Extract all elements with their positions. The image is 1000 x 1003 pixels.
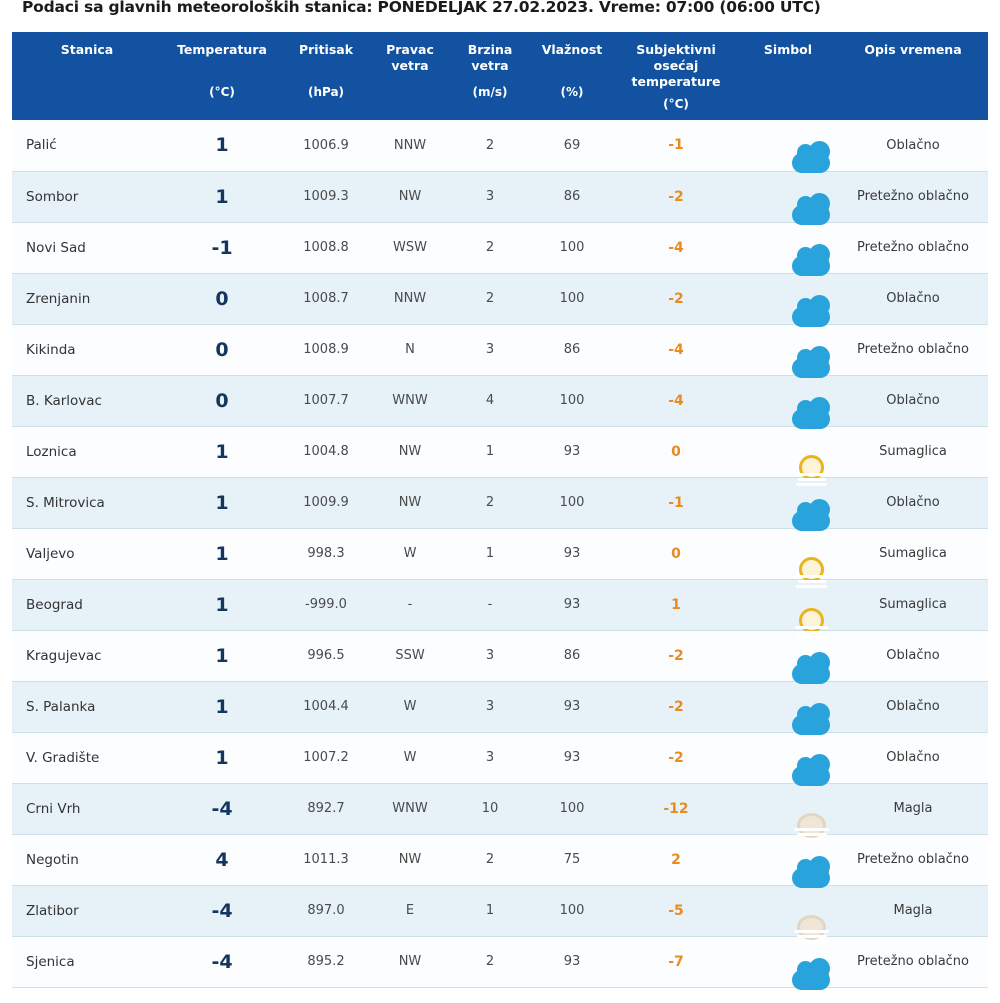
- cell-humidity: 75: [530, 834, 614, 885]
- table-row: [12, 681, 988, 732]
- cell-humidity: 100: [530, 783, 614, 834]
- cell-station: Zrenjanin: [12, 273, 162, 324]
- cell-description: Pretežno oblačno: [838, 324, 988, 375]
- cell-humidity: 93: [530, 528, 614, 579]
- cell-temperature: 1: [162, 681, 282, 732]
- column-header-pressure: Pritisak (hPa): [282, 32, 370, 120]
- table-row: [12, 171, 988, 222]
- cell-humidity: 93: [530, 732, 614, 783]
- cell-wind-direction: NW: [370, 936, 450, 987]
- cell-symbol: [738, 681, 838, 732]
- cell-pressure: 892.7: [282, 783, 370, 834]
- cell-humidity: 93: [530, 426, 614, 477]
- cell-description: Pretežno oblačno: [838, 834, 988, 885]
- cell-station: Loznica: [12, 426, 162, 477]
- cell-wind-speed: 3: [450, 681, 530, 732]
- page-title: Podaci sa glavnih meteoroloških stanica: PONEDELJAK 27.02.2023. Vreme: 07:00 (06:00 UTC): [22, 0, 821, 16]
- cell-humidity: 86: [530, 630, 614, 681]
- cell-humidity: 69: [530, 120, 614, 171]
- cell-wind-direction: NW: [370, 171, 450, 222]
- cell-wind-direction: NW: [370, 834, 450, 885]
- cell-description: Sumaglica: [838, 528, 988, 579]
- cell-wind-direction: -: [370, 579, 450, 630]
- column-header-temperature: Temperatura (°C): [162, 32, 282, 120]
- cell-humidity: 100: [530, 885, 614, 936]
- table-row: [12, 273, 988, 324]
- cell-temperature: 4: [162, 834, 282, 885]
- cell-temperature: 1: [162, 171, 282, 222]
- cell-wind-direction: NW: [370, 426, 450, 477]
- cell-pressure: 1009.3: [282, 171, 370, 222]
- cell-description: Oblačno: [838, 477, 988, 528]
- table-header-row: [12, 32, 988, 120]
- cell-wind-direction: SSW: [370, 630, 450, 681]
- cell-temperature: 1: [162, 120, 282, 171]
- cell-description: Oblačno: [838, 681, 988, 732]
- cell-pressure: 1009.9: [282, 477, 370, 528]
- table-row: [12, 630, 988, 681]
- cell-feels-like: 0: [614, 426, 738, 477]
- table-row: [12, 783, 988, 834]
- cell-symbol: [738, 528, 838, 579]
- cell-temperature: 1: [162, 528, 282, 579]
- cell-wind-direction: W: [370, 681, 450, 732]
- cell-wind-speed: 2: [450, 120, 530, 171]
- cell-description: Magla: [838, 885, 988, 936]
- cell-feels-like: -4: [614, 222, 738, 273]
- cell-station: Zlatibor: [12, 885, 162, 936]
- cell-station: Kragujevac: [12, 630, 162, 681]
- cell-feels-like: -12: [614, 783, 738, 834]
- cell-station: V. Gradište: [12, 732, 162, 783]
- cell-symbol: [738, 171, 838, 222]
- cell-temperature: 0: [162, 324, 282, 375]
- table-body: [12, 120, 988, 987]
- cell-description: Sumaglica: [838, 579, 988, 630]
- cell-feels-like: -1: [614, 477, 738, 528]
- cell-feels-like: -7: [614, 936, 738, 987]
- column-header-wind-direction: Pravac vetra: [370, 32, 450, 120]
- cell-wind-direction: NNW: [370, 273, 450, 324]
- cell-temperature: 1: [162, 579, 282, 630]
- cell-station: Sombor: [12, 171, 162, 222]
- table-row: [12, 528, 988, 579]
- cell-station: Crni Vrh: [12, 783, 162, 834]
- cell-symbol: [738, 375, 838, 426]
- cell-feels-like: 1: [614, 579, 738, 630]
- cell-description: Sumaglica: [838, 426, 988, 477]
- column-header-station: Stanica: [12, 32, 162, 120]
- table-row: [12, 477, 988, 528]
- cell-station: Valjevo: [12, 528, 162, 579]
- cell-feels-like: -1: [614, 120, 738, 171]
- cell-pressure: -999.0: [282, 579, 370, 630]
- cell-station: Palić: [12, 120, 162, 171]
- cell-symbol: [738, 120, 838, 171]
- cell-wind-speed: 3: [450, 324, 530, 375]
- cell-description: Oblačno: [838, 375, 988, 426]
- cell-temperature: 1: [162, 426, 282, 477]
- cell-station: B. Karlovac: [12, 375, 162, 426]
- cell-humidity: 93: [530, 579, 614, 630]
- cell-pressure: 897.0: [282, 885, 370, 936]
- cell-wind-speed: 1: [450, 528, 530, 579]
- cell-humidity: 100: [530, 222, 614, 273]
- cell-pressure: 1007.2: [282, 732, 370, 783]
- cell-temperature: -4: [162, 885, 282, 936]
- cell-station: Novi Sad: [12, 222, 162, 273]
- cell-description: Magla: [838, 783, 988, 834]
- cell-description: Oblačno: [838, 120, 988, 171]
- cell-station: Negotin: [12, 834, 162, 885]
- cell-humidity: 86: [530, 171, 614, 222]
- cell-feels-like: -2: [614, 273, 738, 324]
- cell-wind-speed: 3: [450, 732, 530, 783]
- cell-humidity: 86: [530, 324, 614, 375]
- cell-pressure: 1007.7: [282, 375, 370, 426]
- cell-wind-direction: WSW: [370, 222, 450, 273]
- cell-feels-like: 2: [614, 834, 738, 885]
- table-row: [12, 834, 988, 885]
- column-header-feels-like: Subjektivni osećaj temperature (°C): [614, 32, 738, 120]
- cell-wind-speed: 1: [450, 885, 530, 936]
- cell-wind-speed: 1: [450, 426, 530, 477]
- table-row: [12, 375, 988, 426]
- cell-temperature: -4: [162, 783, 282, 834]
- table-row: [12, 936, 988, 987]
- cell-symbol: [738, 783, 838, 834]
- cell-wind-speed: 2: [450, 273, 530, 324]
- cell-feels-like: -2: [614, 630, 738, 681]
- cell-wind-speed: 2: [450, 834, 530, 885]
- cell-wind-direction: NW: [370, 477, 450, 528]
- table-row: [12, 222, 988, 273]
- table-row: [12, 579, 988, 630]
- cell-description: Oblačno: [838, 732, 988, 783]
- cell-symbol: [738, 834, 838, 885]
- cell-temperature: 1: [162, 630, 282, 681]
- column-header-wind-speed: Brzina vetra (m/s): [450, 32, 530, 120]
- cell-humidity: 93: [530, 936, 614, 987]
- cell-symbol: [738, 273, 838, 324]
- cell-wind-speed: 2: [450, 222, 530, 273]
- cell-symbol: [738, 732, 838, 783]
- cell-humidity: 100: [530, 477, 614, 528]
- cell-wind-direction: WNW: [370, 783, 450, 834]
- cell-description: Pretežno oblačno: [838, 222, 988, 273]
- cell-station: Beograd: [12, 579, 162, 630]
- cell-description: Pretežno oblačno: [838, 936, 988, 987]
- cell-description: Pretežno oblačno: [838, 171, 988, 222]
- cell-station: Sjenica: [12, 936, 162, 987]
- column-header-humidity: Vlažnost (%): [530, 32, 614, 120]
- cell-pressure: 1008.7: [282, 273, 370, 324]
- cell-temperature: -4: [162, 936, 282, 987]
- table-row: [12, 324, 988, 375]
- cell-pressure: 1008.9: [282, 324, 370, 375]
- cell-wind-speed: 3: [450, 171, 530, 222]
- cell-temperature: 0: [162, 273, 282, 324]
- cell-temperature: 0: [162, 375, 282, 426]
- cell-wind-direction: E: [370, 885, 450, 936]
- cell-pressure: 1006.9: [282, 120, 370, 171]
- cell-feels-like: -4: [614, 375, 738, 426]
- cell-humidity: 93: [530, 681, 614, 732]
- table-header: [12, 32, 988, 120]
- cell-wind-speed: 2: [450, 936, 530, 987]
- cell-humidity: 100: [530, 273, 614, 324]
- cell-station: S. Palanka: [12, 681, 162, 732]
- cell-wind-speed: 2: [450, 477, 530, 528]
- column-header-symbol: Simbol: [738, 32, 838, 120]
- cell-wind-direction: W: [370, 732, 450, 783]
- cell-wind-direction: N: [370, 324, 450, 375]
- table-row: [12, 120, 988, 171]
- table-row: [12, 426, 988, 477]
- cell-feels-like: -4: [614, 324, 738, 375]
- cell-feels-like: -2: [614, 732, 738, 783]
- cell-symbol: [738, 885, 838, 936]
- cell-pressure: 895.2: [282, 936, 370, 987]
- cell-pressure: 1004.8: [282, 426, 370, 477]
- cell-pressure: 1011.3: [282, 834, 370, 885]
- cell-feels-like: -5: [614, 885, 738, 936]
- cell-wind-speed: 4: [450, 375, 530, 426]
- cell-wind-speed: -: [450, 579, 530, 630]
- cell-description: Oblačno: [838, 630, 988, 681]
- cell-symbol: [738, 324, 838, 375]
- table-row: [12, 885, 988, 936]
- cell-description: Oblačno: [838, 273, 988, 324]
- table-row: [12, 732, 988, 783]
- cell-temperature: 1: [162, 732, 282, 783]
- cell-station: Kikinda: [12, 324, 162, 375]
- cell-wind-direction: WNW: [370, 375, 450, 426]
- cell-wind-direction: W: [370, 528, 450, 579]
- cell-humidity: 100: [530, 375, 614, 426]
- cell-pressure: 1008.8: [282, 222, 370, 273]
- cell-feels-like: -2: [614, 171, 738, 222]
- cell-wind-speed: 3: [450, 630, 530, 681]
- column-header-description: Opis vremena: [838, 32, 988, 120]
- cell-feels-like: 0: [614, 528, 738, 579]
- cell-symbol: [738, 426, 838, 477]
- cell-temperature: -1: [162, 222, 282, 273]
- cell-symbol: [738, 936, 838, 987]
- cell-wind-direction: NNW: [370, 120, 450, 171]
- cell-symbol: [738, 222, 838, 273]
- weather-stations-table: [12, 32, 988, 988]
- cell-station: S. Mitrovica: [12, 477, 162, 528]
- cell-pressure: 996.5: [282, 630, 370, 681]
- cell-temperature: 1: [162, 477, 282, 528]
- cell-pressure: 998.3: [282, 528, 370, 579]
- cell-wind-speed: 10: [450, 783, 530, 834]
- cell-pressure: 1004.4: [282, 681, 370, 732]
- cell-feels-like: -2: [614, 681, 738, 732]
